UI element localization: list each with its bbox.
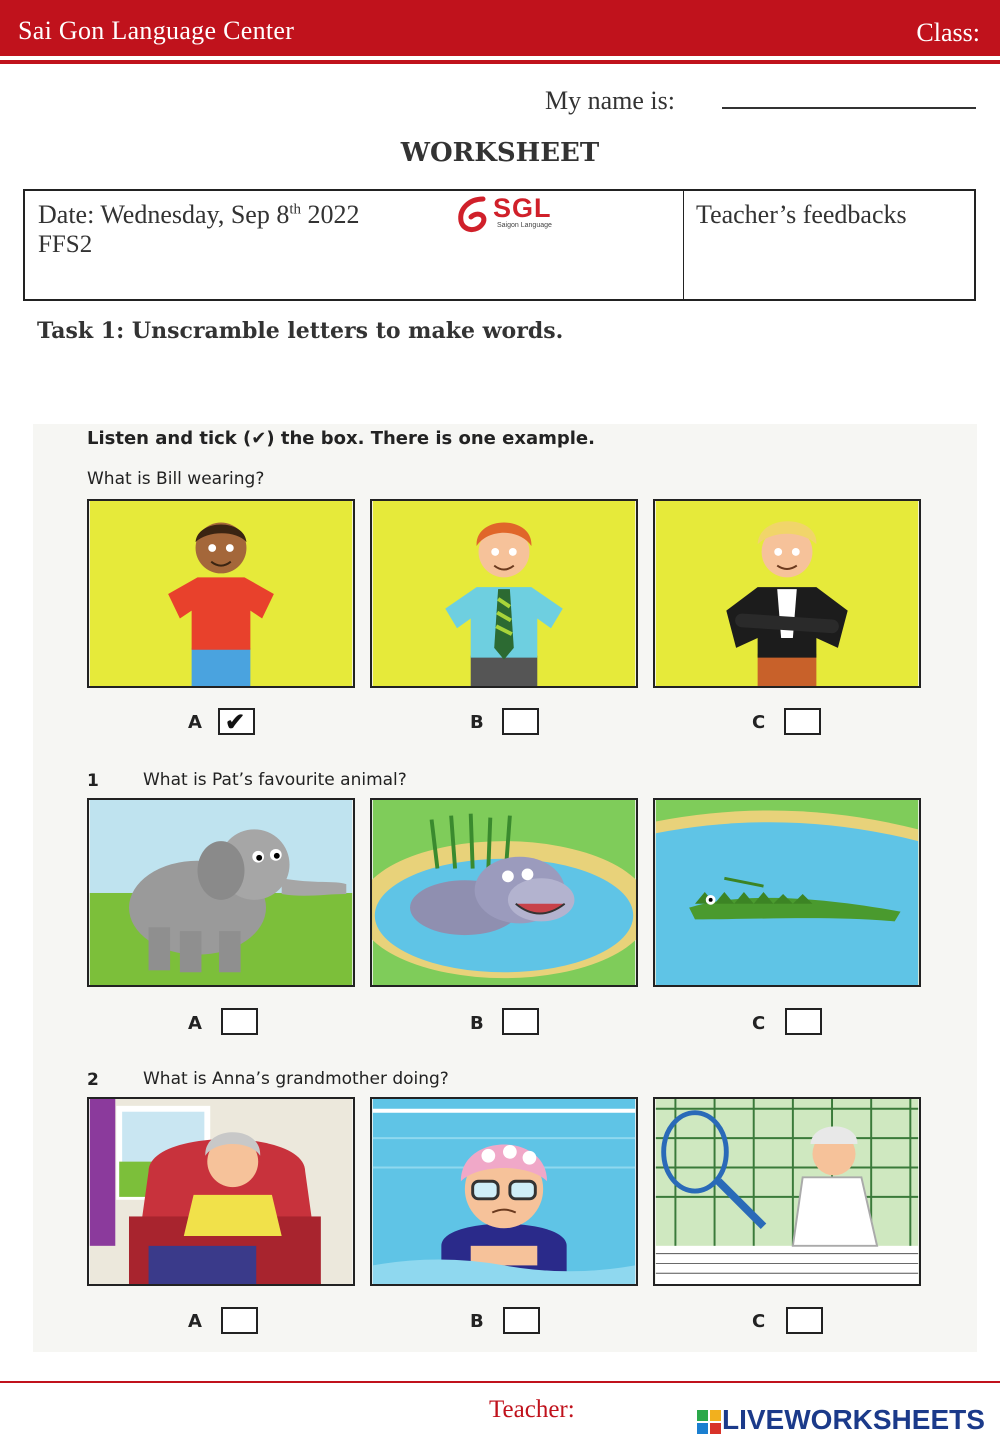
question-1-checkbox-b[interactable] — [502, 1008, 539, 1035]
example-checkbox-b[interactable] — [502, 708, 539, 735]
listening-exercise — [33, 424, 977, 1352]
example-picture-c — [653, 499, 921, 688]
check-mark-icon: ✔ — [225, 707, 246, 736]
question-1-picture-b — [370, 798, 638, 987]
date-suffix: 2022 — [301, 200, 360, 229]
grandmother-sleeping-illustration — [89, 1099, 353, 1284]
crocodile-illustration — [655, 800, 919, 985]
info-date-cell — [25, 191, 684, 299]
example-checkbox-c[interactable] — [784, 708, 821, 735]
question-2-picture-c — [653, 1097, 921, 1286]
boy-black-jacket-illustration — [655, 501, 919, 686]
name-label: My name is: — [545, 86, 675, 115]
hippo-illustration — [372, 800, 636, 985]
liveworksheets-logo-icon — [697, 1410, 722, 1434]
sgl-logo — [455, 195, 565, 235]
elephant-illustration — [89, 800, 353, 985]
boy-shirt-tie-illustration — [372, 501, 636, 686]
question-1-option-a-label: A — [188, 1013, 202, 1034]
date-superscript: th — [289, 201, 302, 218]
question-1-number: 1 — [87, 771, 99, 791]
question-1-option-b-label: B — [470, 1013, 484, 1034]
boy-red-tshirt-illustration — [89, 501, 353, 686]
question-2-picture-b — [370, 1097, 638, 1286]
question-2-checkbox-a[interactable] — [221, 1307, 258, 1334]
header-divider — [0, 60, 1000, 64]
question-1-checkbox-a[interactable] — [221, 1008, 258, 1035]
task-heading: Task 1: Unscramble letters to make words. — [37, 318, 564, 344]
page-title: WORKSHEET — [400, 138, 600, 168]
example-picture-b — [370, 499, 638, 688]
example-option-a-label: A — [188, 712, 202, 733]
logo-subtext: Saigon Language — [497, 222, 552, 229]
feedback-label: Teacher’s feedbacks — [696, 200, 907, 229]
example-picture-a — [87, 499, 355, 688]
question-1-picture-c — [653, 798, 921, 987]
question-1-checkbox-c[interactable] — [785, 1008, 822, 1035]
question-1-option-c-label: C — [752, 1013, 766, 1034]
question-2-option-b-label: B — [470, 1311, 484, 1332]
question-1-picture-a — [87, 798, 355, 987]
example-question: What is Bill wearing? — [87, 469, 265, 489]
question-2-text: What is Anna’s grandmother doing? — [143, 1069, 449, 1089]
exercise-instruction: Listen and tick (✔) the box. There is one example. — [87, 428, 595, 449]
feedback-cell — [684, 191, 974, 299]
date-prefix: Date: Wednesday, Sep 8 — [38, 200, 290, 229]
info-table — [23, 189, 976, 301]
example-option-b-label: B — [470, 712, 484, 733]
question-2-picture-a — [87, 1097, 355, 1286]
example-option-c-label: C — [752, 712, 766, 733]
school-name: Sai Gon Language Center — [18, 16, 295, 45]
question-1-text: What is Pat’s favourite animal? — [143, 770, 407, 790]
question-2-option-c-label: C — [752, 1311, 766, 1332]
teacher-label: Teacher: — [489, 1396, 575, 1423]
logo-text: SGL — [493, 193, 552, 223]
date-text — [38, 200, 360, 230]
footer-divider — [0, 1381, 1000, 1383]
grandmother-tennis-illustration — [655, 1099, 919, 1284]
liveworksheets-brand[interactable]: LIVEWORKSHEETS — [722, 1404, 985, 1435]
grandmother-swimming-illustration — [372, 1099, 636, 1284]
class-label: Class: — [916, 18, 980, 47]
example-checkbox-a[interactable] — [218, 708, 255, 735]
question-2-checkbox-b[interactable] — [503, 1307, 540, 1334]
name-input-line[interactable] — [722, 107, 976, 109]
question-2-number: 2 — [87, 1070, 99, 1090]
question-2-option-a-label: A — [188, 1311, 202, 1332]
class-code: FFS2 — [38, 231, 93, 258]
sgl-swirl-icon — [455, 195, 495, 235]
question-2-checkbox-c[interactable] — [786, 1307, 823, 1334]
